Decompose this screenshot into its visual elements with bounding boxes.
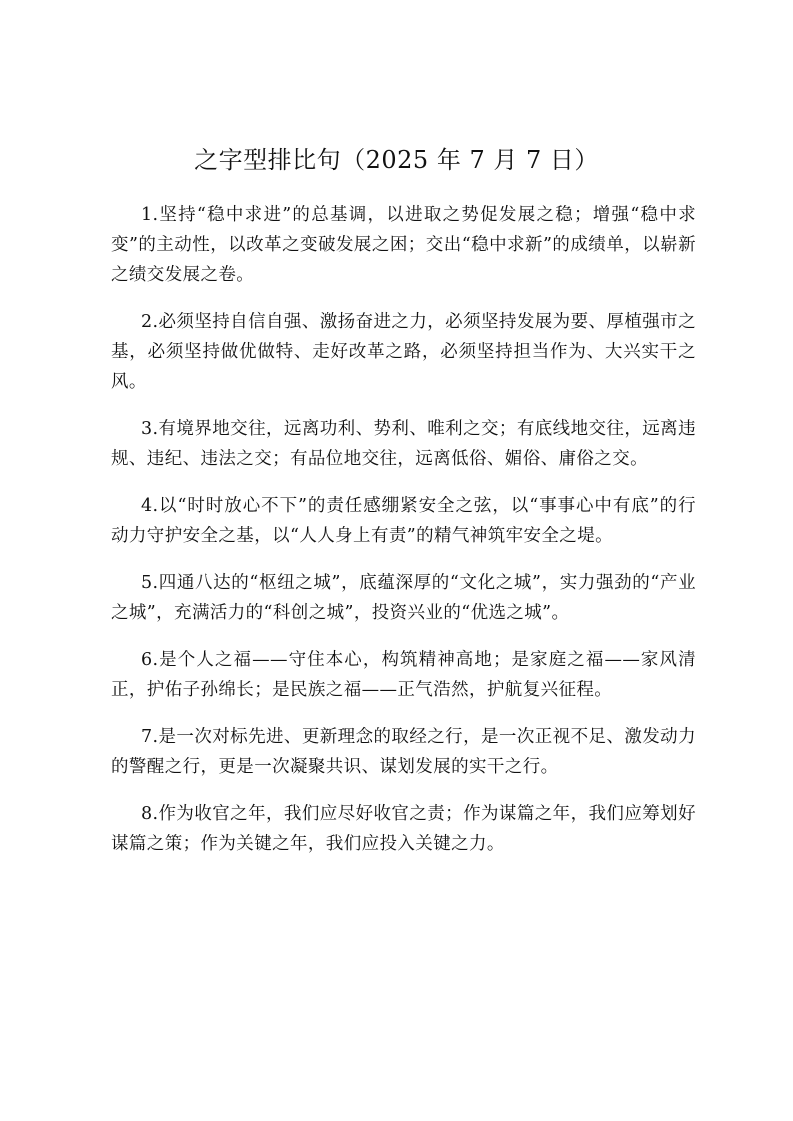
paragraph-5: 5.四通八达的“枢纽之城”，底蕴深厚的“文化之城”，实力强劲的“产业之城”，充满活力的“科创之城”，投资兴业的“优选之城”。 [111,573,696,623]
paragraph-6: 6.是个人之福——守住本心，构筑精神高地；是家庭之福——家风清正，护佑子孙绵长；是民族之福——正气浩然，护航复兴征程。 [111,650,696,700]
paragraph-1: 1.坚持“稳中求进”的总基调，以进取之势促发展之稳；增强“稳中求变”的主动性，以改革之变破发展之困；交出“稳中求新”的成绩单，以崭新之绩交发展之卷。 [111,205,696,285]
paragraph-3: 3.有境界地交往，远离功利、势利、唯利之交；有底线地交往，远离违规、违纪、违法之交；有品位地交往，远离低俗、媚俗、庸俗之交。 [111,419,696,469]
paragraph-2: 2.必须坚持自信自强、激扬奋进之力，必须坚持发展为要、厚植强市之基，必须坚持做优做特、走好改革之路，必须坚持担当作为、大兴实干之风。 [111,312,696,392]
document-title: 之字型排比句（2025 年 7 月 7 日） [194,146,599,174]
paragraph-7: 7.是一次对标先进、更新理念的取经之行，是一次正视不足、激发动力的警醒之行，更是一次凝聚共识、谋划发展的实干之行。 [111,727,696,777]
paragraph-4: 4.以“时时放心不下”的责任感绷紧安全之弦，以“事事心中有底”的行动力守护安全之基，以“人人身上有责”的精气神筑牢安全之堤。 [111,496,696,546]
paragraph-8: 8.作为收官之年，我们应尽好收官之责；作为谋篇之年，我们应筹划好谋篇之策；作为关键之年，我们应投入关键之力。 [111,804,696,854]
